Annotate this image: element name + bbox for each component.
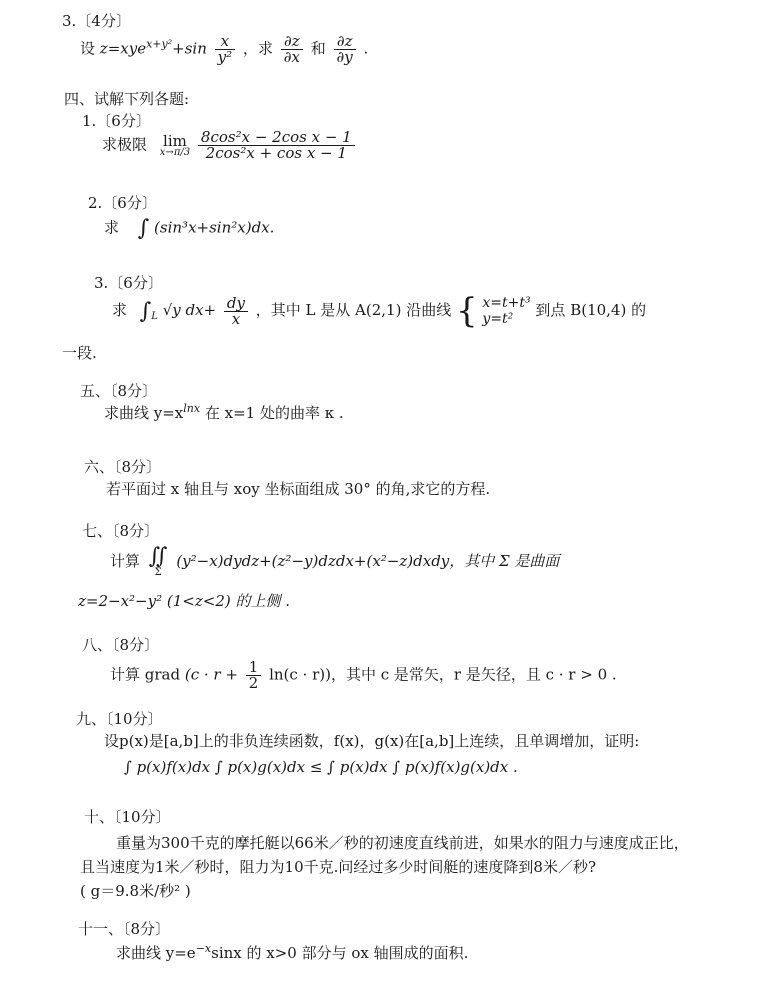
p3-mid: ，求	[242, 39, 273, 58]
p3-partial-x	[281, 34, 303, 65]
problem-4-1-heading: 1.〔6分〕	[82, 112, 151, 130]
s7-body: (y²−x)dydz+(z²−y)dzdx+(x²−z)dxdy，其中 Σ 是曲面	[176, 552, 560, 570]
s7-integral-sign: ∬	[148, 544, 168, 569]
p4-2-integral-sign: ∫	[137, 216, 150, 241]
p4-3-a: √y dx+	[162, 301, 217, 319]
problem-4-3-statement	[112, 291, 647, 331]
p4-3-brace: {	[455, 291, 478, 331]
p4-1-limit	[159, 131, 191, 158]
p4-3-fraction-num: dy	[224, 296, 248, 312]
section-7-heading: 七、〔8分〕	[82, 522, 160, 540]
p3-end: .	[363, 39, 369, 58]
section-9-heading: 九、〔10分〕	[76, 710, 163, 728]
p4-1-pre: 求极限	[102, 135, 148, 154]
section-6-statement: 若平面过 x 轴且与 xoy 坐标面组成 30° 的角,求它的方程.	[106, 480, 491, 498]
section-9-inequality: ∫ p(x)f(x)dx ∫ p(x)g(x)dx ≤ ∫ p(x)dx ∫ p(x)f(x)g(x)dx .	[124, 758, 518, 776]
p3-partial-x-den: ∂x	[283, 48, 300, 66]
section-8-statement	[110, 660, 617, 691]
s8-fraction	[246, 660, 262, 691]
s8-fraction-num: 1	[246, 660, 262, 676]
section-10-heading: 十、〔10分〕	[84, 808, 171, 826]
p4-3-b: ，其中 L 是从 A(2,1) 沿曲线	[255, 301, 452, 319]
p3-and: 和	[310, 39, 326, 58]
p3-partial-y	[334, 34, 356, 65]
p3-pre: 设	[80, 39, 96, 58]
p3-exp: x+y²	[146, 37, 173, 51]
p4-3-c: 到点 B(10,4) 的	[535, 301, 647, 319]
p4-3-system-line2: y=t²	[482, 311, 514, 327]
s7-pre: 计算	[110, 552, 141, 570]
section-4-heading: 四、试解下列各题:	[64, 90, 190, 108]
section-10-line1: 重量为300千克的摩托艇以66米／秒的初速度直线前进，如果水的阻力与速度成正比，	[116, 834, 689, 852]
section-10-line3: ( g＝9.8米/秒² )	[80, 882, 191, 900]
p3-fraction	[215, 34, 236, 65]
s11-exp: −x	[195, 942, 212, 955]
problem-4-3-continuation: 一段.	[62, 344, 97, 362]
section-7-statement	[110, 546, 559, 578]
section-9-statement: 设p(x)是[a,b]上的非负连续函数，f(x)，g(x)在[a,b]上连续，且单调增加，证明:	[104, 732, 640, 750]
p4-2-body: (sin³x+sin²x)dx.	[154, 218, 275, 237]
s8-a: (c · r +	[184, 665, 238, 684]
s11-body: 求曲线 y=e	[116, 944, 196, 962]
problem-4-3-heading: 3.〔6分〕	[94, 274, 163, 292]
problem-4-2-statement	[104, 216, 274, 241]
s5-body: 求曲线 y=x	[104, 404, 184, 422]
problem-4-2-heading: 2.〔6分〕	[88, 194, 157, 212]
section-5-statement	[104, 402, 344, 423]
section-5-heading: 五、〔8分〕	[80, 382, 158, 400]
section-10-line2: 且当速度为1米／秒时，阻力为10千克.问经过多少时间艇的速度降到8米／秒?	[80, 858, 596, 876]
s11-tail: sinx 的 x>0 部分与 ox 轴围成的面积.	[211, 944, 469, 962]
s8-b: ln(c · r))，其中 c 是常矢，r 是矢径，且 c · r > 0 .	[269, 665, 617, 684]
p3-fraction-den: y²	[217, 48, 233, 66]
p4-1-limsub: x→π/3	[159, 146, 191, 158]
s7-integral-sub: Σ	[154, 567, 162, 578]
p4-2-pre: 求	[104, 218, 120, 237]
s5-tail: 在 x=1 处的曲率 κ .	[200, 404, 344, 422]
section-11-statement	[116, 942, 468, 963]
s5-exp: lnx	[183, 402, 201, 415]
section-11-heading: 十一、〔8分〕	[78, 920, 171, 938]
p3-fraction-num: x	[215, 34, 236, 50]
p4-3-pre: 求	[112, 301, 128, 319]
p3-z: z=xye	[99, 39, 147, 58]
section-8-heading: 八、〔8分〕	[82, 636, 160, 654]
p4-3-integral-sub: L	[151, 311, 158, 322]
p4-3-system	[482, 295, 530, 327]
problem-3-heading: 3.〔4分〕	[62, 12, 131, 30]
p4-1-fraction	[198, 130, 355, 161]
p4-1-lim: lim	[163, 131, 187, 150]
p4-3-integral-sign: ∫	[139, 298, 152, 324]
s7-surface-integral	[149, 546, 168, 578]
p4-1-numerator: 8cos²x − 2cos x − 1	[198, 130, 355, 146]
s8-fraction-den: 2	[248, 674, 259, 692]
p3-partial-y-num: ∂z	[334, 34, 356, 50]
section-7-line2: z=2−x²−y² (1<z<2) 的上侧 .	[78, 592, 291, 610]
section-6-heading: 六、〔8分〕	[84, 458, 162, 476]
p4-3-fraction-den: x	[231, 309, 241, 328]
p3-partial-x-num: ∂z	[281, 34, 303, 50]
p4-3-fraction	[224, 293, 248, 328]
p3-plus: +sin	[172, 39, 207, 58]
p4-3-system-line1: x=t+t³	[482, 295, 531, 311]
p4-1-denominator: 2cos²x + cos x − 1	[205, 144, 347, 162]
problem-4-1-statement	[102, 130, 358, 161]
p3-partial-y-den: ∂y	[336, 48, 353, 66]
s8-pre: 计算 grad	[110, 665, 181, 684]
problem-3-statement	[80, 34, 368, 65]
